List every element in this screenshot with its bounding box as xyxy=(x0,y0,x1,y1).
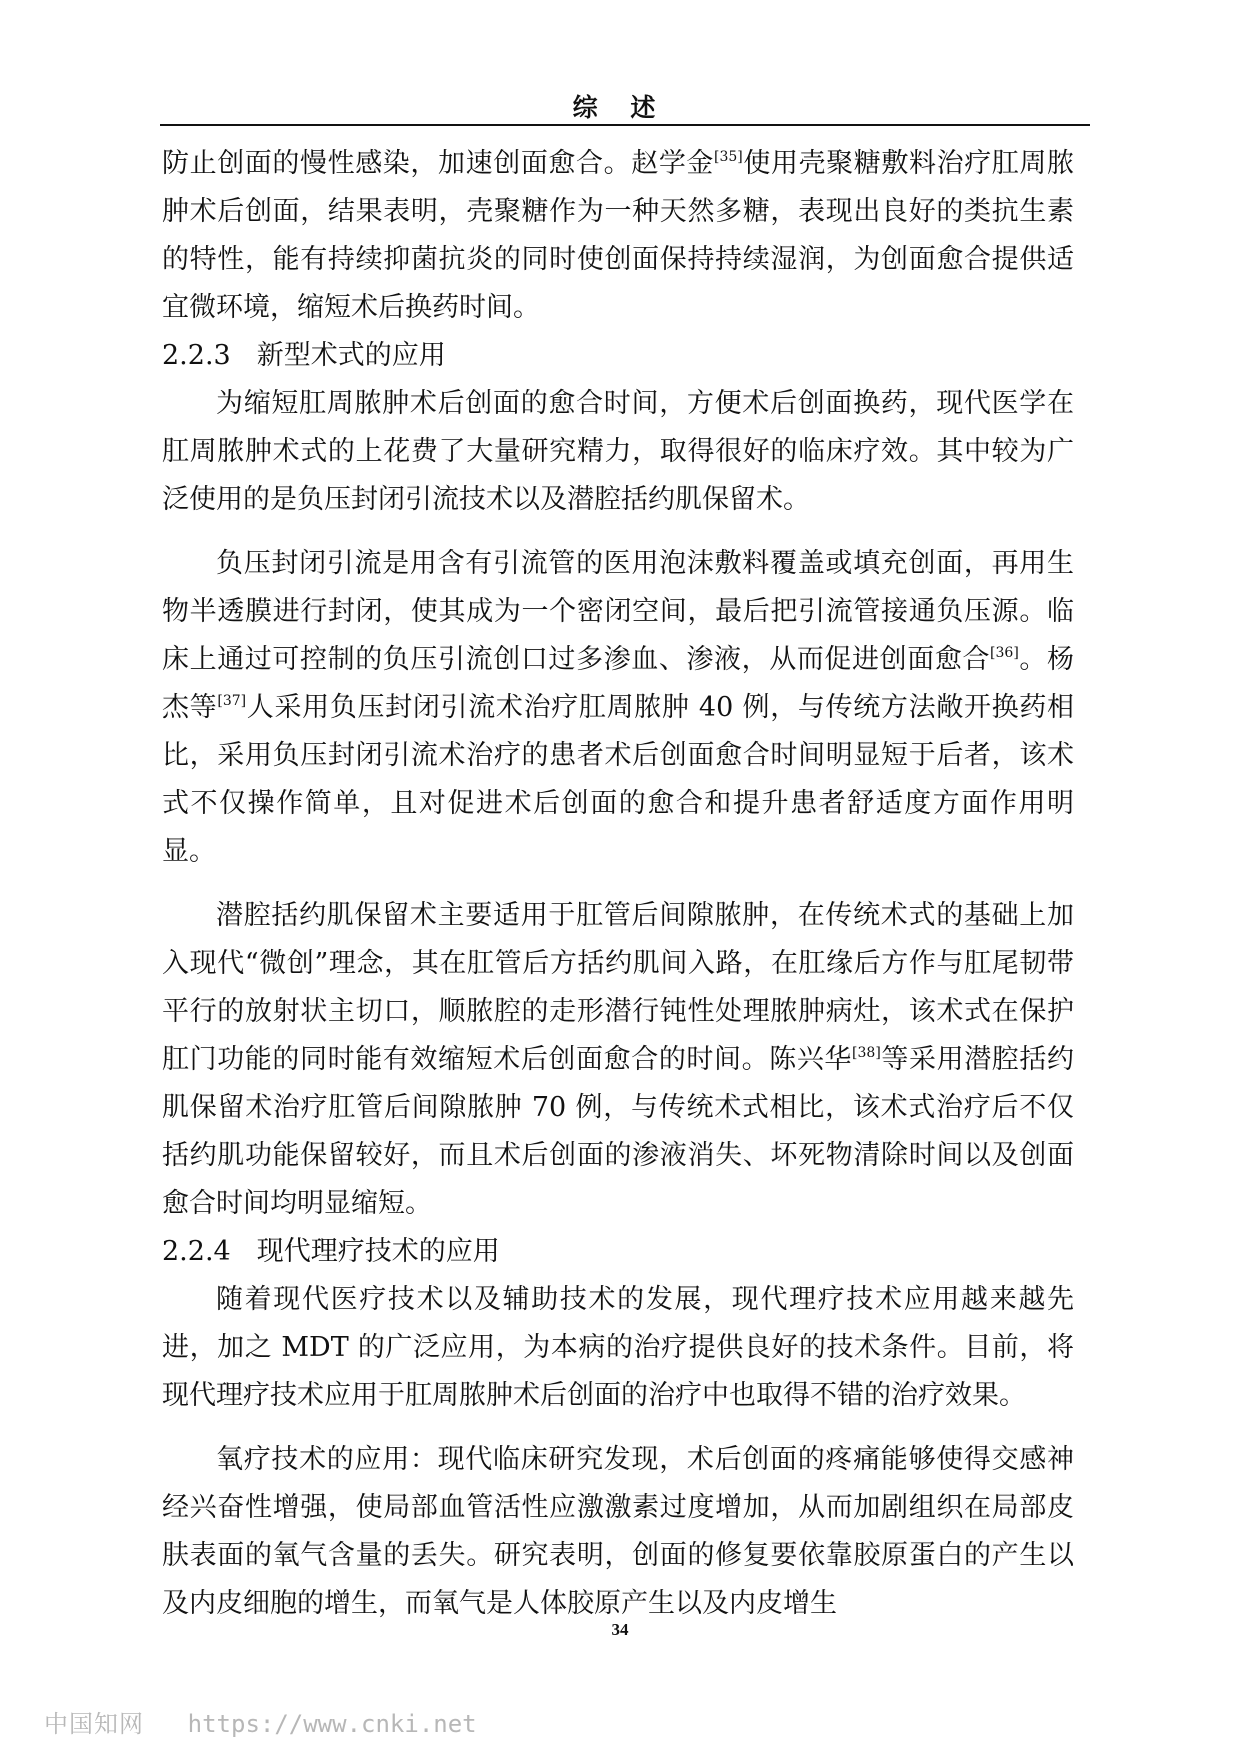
paragraph-text: 防止创面的慢性感染，加速创面愈合。赵学金 xyxy=(162,148,715,179)
paragraph-oxygen-therapy: 氧疗技术的应用：现代临床研究发现，术后创面的疼痛能够使得交感神经兴奋性增强，使局部血管活性应激激素过度增加，从而加剧组织在局部皮肤表面的氧气含量的丢失。研究表明，创面的修复要依靠胶原蛋白的产生以及内皮细胞的增生，而氧气是人体胶原产生以及内皮增生 xyxy=(162,1444,1074,1619)
paragraph-physiotherapy-intro: 随着现代医疗技术以及辅助技术的发展，现代理疗技术应用越来越先进，加之 MDT 的广泛应用，为本病的治疗提供良好的技术条件。目前，将现代理疗技术应用于肛周脓肿术后创面的治疗中也取得不错的治疗效果。 xyxy=(162,1284,1074,1411)
paragraph-sphincter-preserving-surgery xyxy=(162,892,1074,1228)
paragraph-text: 人采用负压封闭引流术治疗肛周脓肿 40 例，与传统方法敞开换药相比，采用负压封闭引流术治疗的患者术后创面愈合时间明显短于后者，该术式不仅操作简单，且对促进术后创面的愈合和提升患者舒适度方面作用明显。 xyxy=(162,692,1074,867)
paragraph-negative-pressure-drainage xyxy=(162,540,1074,876)
section-number: 2.2.3 xyxy=(162,340,231,371)
paragraph-text: 使用壳聚糖敷料治疗肛周脓肿术后创面，结果表明，壳聚糖作为一种天然多糖，表现出良好的类抗生素的特性，能有持续抑菌抗炎的同时使创面保持持续湿润，为创面愈合提供适宜微环境，缩短术后换药时间。 xyxy=(162,148,1074,323)
citation-ref: [35] xyxy=(714,149,743,165)
running-header-title: 综 述 xyxy=(572,93,668,122)
body-text xyxy=(162,140,1074,1628)
watermark-url: https://www.cnki.net xyxy=(187,1710,477,1738)
section-heading-2-2-4 xyxy=(162,1228,1074,1276)
header-divider xyxy=(160,124,1090,126)
citation-ref: [37] xyxy=(217,693,247,709)
paragraph-chitosan-dressing xyxy=(162,140,1074,332)
section-heading-2-2-3 xyxy=(162,332,1074,380)
watermark-brand: 中国知网 xyxy=(44,1710,144,1738)
citation-ref: [38] xyxy=(852,1045,881,1061)
cnki-watermark xyxy=(44,1704,477,1739)
section-title: 新型术式的应用 xyxy=(256,340,446,371)
citation-ref: [36] xyxy=(990,645,1019,661)
paragraph-text: 潜腔括约肌保留术主要适用于肛管后间隙脓肿，在传统术式的基础上加入现代“微创”理念，其在肛管后方括约肌间入路，在肛缘后方作与肛尾韧带平行的放射状主切口，顺脓腔的走形潜行钝性处理脓肿病灶，该术式在保护肛门功能的同时能有效缩短术后创面愈合的时间。陈兴华 xyxy=(162,900,1074,1075)
page-number: 34 xyxy=(611,1620,629,1639)
paragraph-new-surgery-intro: 为缩短肛周脓肿术后创面的愈合时间，方便术后创面换药，现代医学在肛周脓肿术式的上花费了大量研究精力，取得很好的临床疗效。其中较为广泛使用的是负压封闭引流技术以及潜腔括约肌保留术。 xyxy=(162,388,1074,515)
section-title: 现代理疗技术的应用 xyxy=(256,1236,500,1267)
paragraph-text: 负压封闭引流是用含有引流管的医用泡沫敷料覆盖或填充创面，再用生物半透膜进行封闭，使其成为一个密闭空间，最后把引流管接通负压源。临床上通过可控制的负压引流创口过多渗血、渗液，从而促进创面愈合 xyxy=(162,548,1074,675)
paragraph-text: 等采用潜腔括约肌保留术治疗肛管后间隙脓肿 70 例，与传统术式相比，该术式治疗后不仅括约肌功能保留较好，而且术后创面的渗液消失、坏死物清除时间以及创面愈合时间均明显缩短。 xyxy=(162,1044,1075,1219)
section-number: 2.2.4 xyxy=(162,1236,231,1267)
paragraph-text: 。杨杰等 xyxy=(162,644,1074,723)
